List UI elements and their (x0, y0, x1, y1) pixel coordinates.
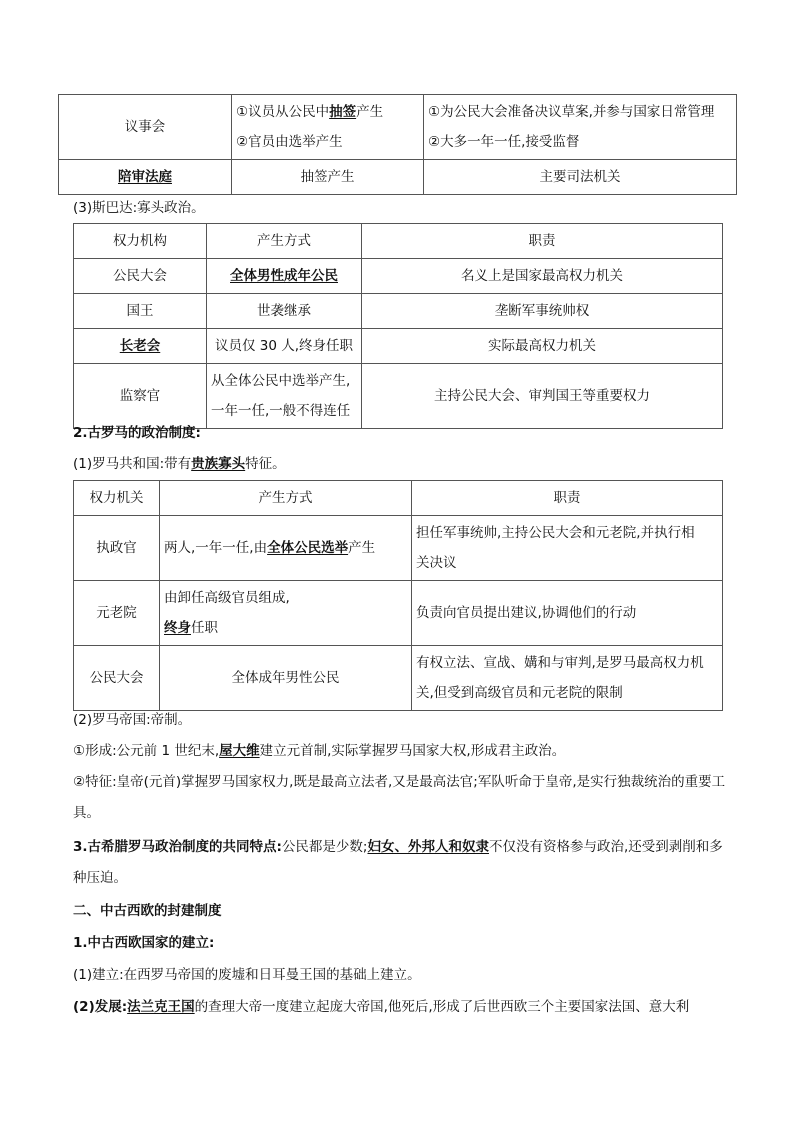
athens-power-table (58, 94, 737, 195)
duty-line: 关决议 (416, 555, 457, 571)
duty-line: ①为公民大会准备决议草案,并参与国家日常管理 (428, 104, 715, 120)
establish-line: (1)建立:在西罗马帝国的废墟和日耳曼王国的基础上建立。 (73, 967, 421, 983)
duty-line: 有权立法、宣战、媾和与审判,是罗马最高权力机 (416, 655, 704, 671)
sparta-heading: (3)斯巴达:寡头政治。 (73, 200, 205, 216)
organ-cell: 陪审法庭 (59, 160, 232, 195)
table-row (74, 259, 723, 294)
duty-cell: 负责向官员提出建议,协调他们的行动 (412, 581, 723, 646)
duty-cell (412, 516, 723, 581)
method-line: 终身任职 (164, 620, 218, 636)
organ-cell: 元老院 (74, 581, 160, 646)
duty-cell: 名义上是国家最高权力机关 (362, 259, 723, 294)
table-row (59, 95, 737, 160)
table-row (74, 294, 723, 329)
duty-cell: 主要司法机关 (424, 160, 737, 195)
organ-cell: 执政官 (74, 516, 160, 581)
method-cell: 全体成年男性公民 (160, 646, 412, 711)
duty-cell: 垄断军事统帅权 (362, 294, 723, 329)
sub-heading: 1.中古西欧国家的建立: (73, 935, 215, 951)
method-cell: 议员仅 30 人,终身任职 (207, 329, 362, 364)
method-cell: 世袭继承 (207, 294, 362, 329)
organ-cell: 长老会 (74, 329, 207, 364)
table-header-row (74, 481, 723, 516)
rome-heading: 2.古罗马的政治制度: (73, 425, 201, 441)
republic-line: (1)罗马共和国:带有贵族寡头特征。 (73, 456, 286, 472)
feature-paragraph: ②特征:皇帝(元首)掌握罗马国家权力,既是最高立法者,又是最高法官;军队听命于皇帝,是实行独裁统治的重要工具。 (73, 774, 726, 821)
common-features-paragraph: 3.古希腊罗马政治制度的共同特点:公民都是少数;妇女、外邦人和奴隶不仅没有资格参与政治,还受到剥削和多种压迫。 (73, 839, 723, 886)
header-cell: 权力机构 (74, 224, 207, 259)
method-cell (160, 581, 412, 646)
table-row (74, 329, 723, 364)
method-cell: 两人,一年一任,由全体公民选举产生 (160, 516, 412, 581)
header-cell: 产生方式 (160, 481, 412, 516)
section-title: 二、中古西欧的封建制度 (73, 903, 222, 919)
method-line: 从全体公民中选举产生, (211, 373, 351, 389)
method-line: 一年一任,一般不得连任 (211, 403, 351, 419)
header-cell: 产生方式 (207, 224, 362, 259)
method-line: 由卸任高级官员组成, (164, 590, 290, 606)
organ-cell: 议事会 (59, 95, 232, 160)
header-cell: 职责 (362, 224, 723, 259)
duty-cell (424, 95, 737, 160)
empire-heading: (2)罗马帝国:帝制。 (73, 712, 192, 728)
rome-power-table (73, 480, 723, 711)
duty-line: 担任军事统帅,主持公民大会和元老院,并执行相 (416, 525, 695, 541)
method-cell: 抽签产生 (232, 160, 424, 195)
duty-cell: 实际最高权力机关 (362, 329, 723, 364)
sparta-power-table (73, 223, 723, 429)
header-cell: 权力机关 (74, 481, 160, 516)
method-cell (232, 95, 424, 160)
table-row (74, 646, 723, 711)
duty-line: ②大多一年一任,接受监督 (428, 134, 580, 150)
formation-line: ①形成:公元前 1 世纪末,屋大维建立元首制,实际掌握罗马国家大权,形成君主政治。 (73, 743, 566, 759)
method-line: ①议员从公民中抽签产生 (236, 104, 384, 120)
table-row (74, 516, 723, 581)
method-line: ②官员由选举产生 (236, 134, 343, 150)
duty-cell (412, 646, 723, 711)
develop-line: (2)发展:法兰克王国的查理大帝一度建立起庞大帝国,他死后,形成了后世西欧三个主要国家法国、意大利 (73, 999, 690, 1015)
method-cell: 全体男性成年公民 (207, 259, 362, 294)
organ-cell: 公民大会 (74, 259, 207, 294)
organ-cell: 公民大会 (74, 646, 160, 711)
duty-cell: 主持公民大会、审判国王等重要权力 (362, 364, 723, 429)
table-row (74, 581, 723, 646)
table-header-row (74, 224, 723, 259)
organ-cell: 国王 (74, 294, 207, 329)
duty-line: 关,但受到高级官员和元老院的限制 (416, 685, 623, 701)
organ-cell: 监察官 (74, 364, 207, 429)
table-row (59, 160, 737, 195)
header-cell: 职责 (412, 481, 723, 516)
